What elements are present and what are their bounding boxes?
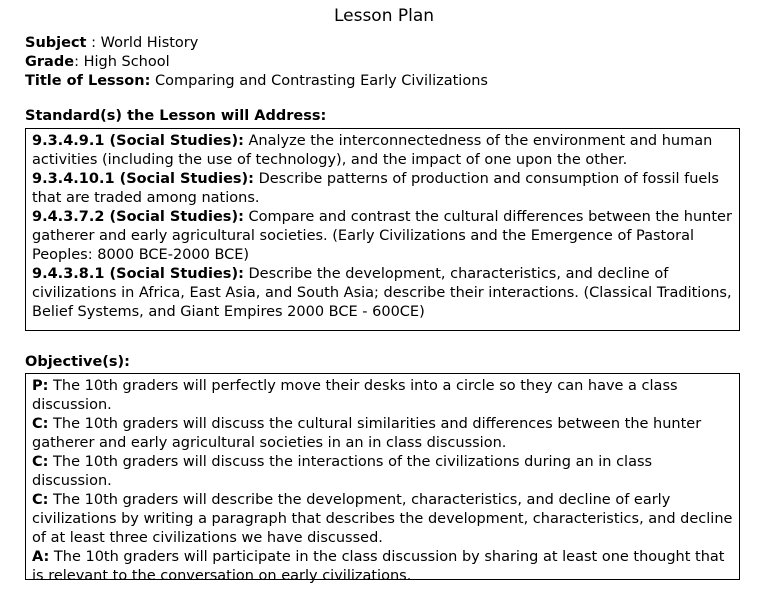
- standard-text: Analyze the interconnectedness of the environment and human activities (including the use of technology), and the impact of one upon the other.: [32, 133, 713, 168]
- standard-text: Describe the development, characteristics, and decline of civilizations in Africa, East Asia, and South Asia; describe their interactions. (Classical Traditions, Belief Systems, and Giant Empires 2000 BCE - 600CE): [32, 266, 732, 320]
- standard-item: [32, 170, 733, 208]
- subject-value: World History: [100, 35, 199, 51]
- standard-code: 9.3.4.9.1 (Social Studies):: [32, 133, 244, 149]
- objective-item: [32, 415, 733, 453]
- objective-text: The 10th graders will discuss the interactions of the civilizations during an in class discussion.: [32, 454, 653, 489]
- objective-text: The 10th graders will describe the development, characteristics, and decline of early civilizations by writing a paragraph that describes the development, characteristics, and decline of at least three civilizations we have discussed.: [32, 492, 733, 546]
- objective-item: [32, 548, 733, 586]
- objective-code: C:: [32, 416, 49, 432]
- objective-text: The 10th graders will perfectly move their desks into a circle so they can have a class discussion.: [32, 378, 678, 413]
- objective-code: C:: [32, 492, 49, 508]
- grade-sep: :: [74, 54, 84, 70]
- lesson-title-line: [25, 72, 488, 91]
- lesson-title-value: Comparing and Contrasting Early Civilizations: [150, 73, 488, 89]
- standard-code: 9.4.3.8.1 (Social Studies):: [32, 266, 244, 282]
- standard-text: Compare and contrast the cultural differences between the hunter gatherer and early agricultural societies. (Early Civilizations and the Emergence of Pastoral Peoples: 8000 BCE-2000 BCE): [32, 209, 732, 263]
- standard-code: 9.4.3.7.2 (Social Studies):: [32, 209, 244, 225]
- standards-heading: Standard(s) the Lesson will Address:: [25, 108, 327, 124]
- objective-code: A:: [32, 549, 50, 565]
- objective-item: [32, 453, 733, 491]
- lesson-meta: [25, 34, 488, 91]
- objective-code: P:: [32, 378, 49, 394]
- objective-item: [32, 491, 733, 548]
- objective-code: C:: [32, 454, 49, 470]
- grade-value: High School: [83, 54, 170, 70]
- subject-label: Subject: [25, 35, 87, 51]
- objectives-heading: Objective(s):: [25, 354, 130, 370]
- standards-box: [25, 128, 740, 331]
- page-title: Lesson Plan: [333, 6, 435, 26]
- lesson-title-label: Title of Lesson:: [25, 73, 151, 89]
- objective-item: [32, 377, 733, 415]
- objective-text: The 10th graders will discuss the cultural similarities and differences between the hunter gatherer and early agricultural societies in an in class discussion.: [32, 416, 702, 451]
- objective-text: The 10th graders will participate in the class discussion by sharing at least one thought that is relevant to the conversation on early civilizations.: [32, 549, 725, 584]
- subject-line: [25, 34, 488, 53]
- standard-text: Describe patterns of production and consumption of fossil fuels that are traded among nations.: [32, 171, 719, 206]
- standard-code: 9.3.4.10.1 (Social Studies):: [32, 171, 254, 187]
- standard-item: [32, 208, 733, 265]
- standard-item: [32, 132, 733, 170]
- standard-item: [32, 265, 733, 322]
- subject-sep: :: [86, 35, 101, 51]
- grade-label: Grade: [25, 54, 75, 70]
- objectives-box: [25, 373, 740, 584]
- grade-line: [25, 53, 488, 72]
